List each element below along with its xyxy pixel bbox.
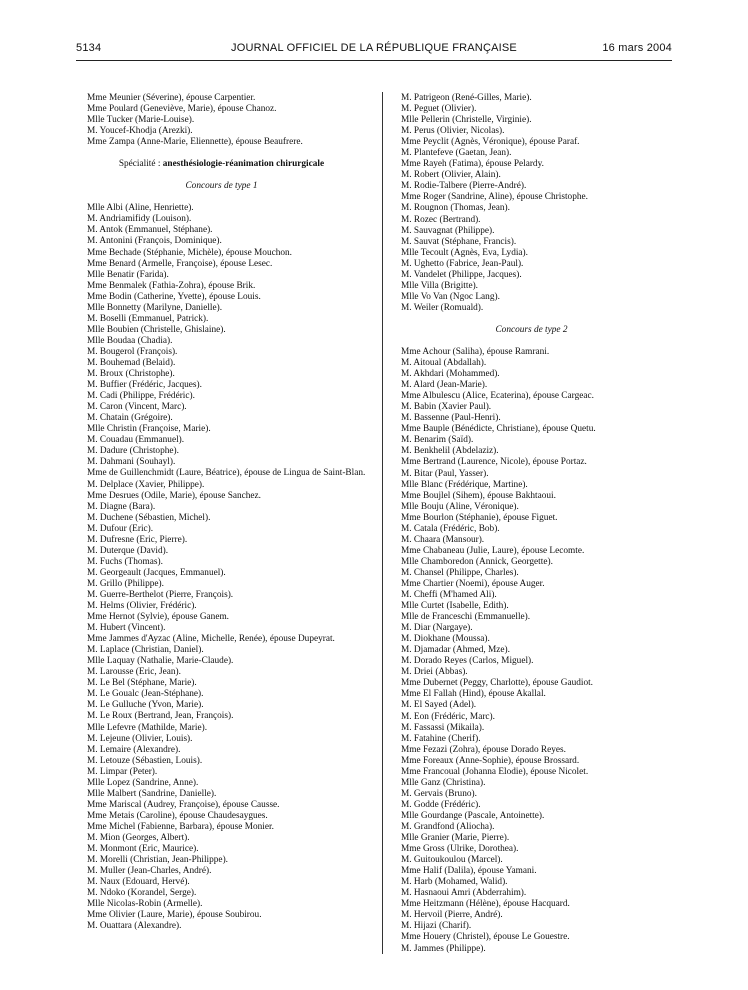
list-item: M. Andriamifidy (Louison). — [87, 214, 192, 225]
list-item: M. Harb (Mohamed, Walid). — [401, 877, 508, 888]
spacer — [77, 170, 366, 181]
list-item: Mme Chartier (Noemi), épouse Auger. — [401, 578, 545, 589]
list-item: M. Hubert (Vincent). — [87, 623, 166, 634]
list-item: Mme Zampa (Anne-Marie, Eliennette), épouse Beaufrere. — [87, 137, 303, 148]
intro-name-list — [77, 93, 366, 148]
journal-title: JOURNAL OFFICIEL DE LA RÉPUBLIQUE FRANÇAISE — [231, 42, 517, 54]
list-item: Mme Boujlel (Sihem), épouse Bakhtaoui. — [401, 490, 556, 501]
list-item: Mlle Ganz (Christina). — [401, 777, 486, 788]
list-item: Mme Bertrand (Laurence, Nicole), épouse Portaz. — [401, 457, 587, 468]
list-item: M. Plantefeve (Gaetan, Jean). — [401, 148, 512, 159]
list-item: M. Ughetto (Fabrice, Jean-Paul). — [401, 258, 524, 269]
list-item: M. Cadi (Philippe, Frédéric). — [87, 391, 195, 402]
list-item: M. Broux (Christophe). — [87, 369, 175, 380]
list-item: M. Dufour (Eric). — [87, 523, 154, 534]
list-item: M. Vandelet (Philippe, Jacques). — [401, 269, 522, 280]
list-item: M. Hervoil (Pierre, André). — [401, 910, 503, 921]
list-item: M. Le Roux (Bertrand, Jean, François). — [87, 711, 234, 722]
list-item: Mlle Villa (Brigitte). — [401, 280, 478, 291]
list-item: M. Laplace (Christian, Daniel). — [87, 645, 204, 656]
list-item: M. Couadau (Emmanuel). — [87, 435, 185, 446]
list-item: M. Youcef-Khodja (Arezki). — [87, 126, 193, 137]
list-item: M. Babin (Xavier Paul). — [401, 402, 492, 413]
list-item: M. Dufresne (Eric, Pierre). — [87, 534, 188, 545]
list-item: Mme Roger (Sandrine, Aline), épouse Christophe. — [401, 192, 588, 203]
header-rule — [76, 60, 672, 61]
list-item: Mlle Bonnetty (Marilyne, Danielle). — [87, 302, 223, 313]
list-item: M. Cheffi (M'hamed Ali). — [401, 590, 497, 601]
name-list-a — [77, 203, 366, 468]
list-item: M. Le Gulluche (Yvon, Marie). — [87, 700, 204, 711]
publication-date: 16 mars 2004 — [602, 42, 672, 54]
list-item: M. Fassassi (Mikaila). — [401, 722, 485, 733]
list-item: Mme Benard (Armelle, Françoise), épouse Lesec. — [87, 258, 273, 269]
list-item: Mlle Granier (Marie, Pierre). — [401, 833, 510, 844]
list-item: M. Dahmani (Souhayl). — [87, 457, 176, 468]
name-list-c — [77, 645, 366, 932]
list-item: M. Catala (Frédéric, Bob). — [401, 523, 500, 534]
list-item: M. Antok (Emmanuel, Stéphane). — [87, 225, 213, 236]
specialty-heading — [77, 159, 366, 170]
list-item: M. Muller (Jean-Charles, André). — [87, 866, 212, 877]
list-item: M. Georgeault (Jacques, Emmanuel). — [87, 567, 226, 578]
list-item: M. Alard (Jean-Marie). — [401, 380, 488, 391]
list-item: M. Duchene (Sébastien, Michel). — [87, 512, 211, 523]
list-item: Mlle Christin (Françoise, Marie). — [87, 424, 211, 435]
list-item: M. Naux (Edouard, Hervé). — [87, 877, 190, 888]
list-item: Mlle Curtet (Isabelle, Edith). — [401, 601, 509, 612]
list-item: M. Peguet (Olivier). — [401, 104, 477, 115]
list-item: M. Hijazi (Charif). — [401, 921, 472, 932]
list-item: Mlle Pellerin (Christelle, Virginie). — [401, 115, 532, 126]
column-divider — [382, 92, 383, 954]
list-item: Mme Mariscal (Audrey, Françoise), épouse Causse. — [87, 799, 280, 810]
list-item: Mme Chabaneau (Julie, Laure), épouse Lecomte. — [401, 545, 585, 556]
list-item: M. Guitoukoulou (Marcel). — [401, 855, 503, 866]
list-item: Mlle Lefevre (Mathilde, Marie). — [87, 722, 208, 733]
list-item: M. Boselli (Emmanuel, Patrick). — [87, 313, 209, 324]
list-item: Mme de Guillenchmidt (Laure, Béatrice), épouse de Lingua de Saint-Blan. — [87, 468, 366, 479]
list-item: M. Rougnon (Thomas, Jean). — [401, 203, 510, 214]
list-item: M. Delplace (Xavier, Philippe). — [87, 479, 205, 490]
list-item: M. Bougerol (François). — [87, 346, 178, 357]
list-item: M. Larousse (Eric, Jean). — [87, 667, 181, 678]
list-item: Mme Hernot (Sylvie), épouse Ganem. — [87, 612, 229, 623]
list-item: M. Duterque (David). — [87, 545, 169, 556]
list-item: M. Monmont (Eric, Maurice). — [87, 844, 199, 855]
list-item: Mlle Tecoult (Agnès, Eva, Lydia). — [401, 247, 528, 258]
name-list-right-a — [391, 93, 672, 314]
list-item: Mme Benmalek (Fathia-Zohra), épouse Brik. — [87, 280, 256, 291]
contest-type-2-heading: Concours de type 2 — [495, 324, 568, 335]
list-item: M. Chaara (Mansour). — [401, 534, 485, 545]
list-item: M. Fatahine (Cherif). — [401, 733, 481, 744]
list-item: M. Bassenne (Paul-Henri). — [401, 413, 501, 424]
list-item: Mme Fezazi (Zohra), épouse Dorado Reyes. — [401, 744, 566, 755]
list-item: M. Ndoko (Korandel, Serge). — [87, 888, 197, 899]
specialty-prefix: Spécialité : — [118, 159, 163, 170]
list-item: M. Bitar (Paul, Yasser). — [401, 468, 489, 479]
spacer — [391, 314, 672, 325]
list-item: M. Jammes (Philippe). — [401, 943, 486, 954]
list-item: Mlle Laquay (Nathalie, Marie-Claude). — [87, 656, 234, 667]
list-item: M. Le Goualc (Jean-Stéphane). — [87, 689, 204, 700]
list-item: Mme Metais (Caroline), épouse Chaudesaygues. — [87, 810, 268, 821]
list-item: Mlle Albi (Aline, Henriette). — [87, 203, 194, 214]
list-item: M. Morelli (Christian, Jean-Philippe). — [87, 855, 228, 866]
page-header — [76, 42, 672, 58]
list-item: M. Bouhemad (Belaid). — [87, 357, 176, 368]
list-item: Mme Bechade (Stéphanie, Michèle), épouse Mouchon. — [87, 247, 292, 258]
contest-type-1-heading: Concours de type 1 — [185, 181, 258, 192]
list-item: Mlle Nicolas-Robin (Armelle). — [87, 899, 203, 910]
list-item: Mme Gross (Ulrike, Dorothea). — [401, 844, 519, 855]
name-list-b — [77, 480, 366, 635]
list-item: Mme Meunier (Séverine), épouse Carpentier. — [87, 93, 256, 103]
list-item: M. Limpar (Peter). — [87, 766, 158, 777]
list-item: Mme Albulescu (Alice, Ecaterina), épouse Cargeac. — [401, 391, 594, 402]
list-item: Mlle Boubien (Christelle, Ghislaine). — [87, 324, 226, 335]
list-item: M. Diar (Nargaye). — [401, 623, 473, 634]
list-item: M. Lemaire (Alexandre). — [87, 744, 181, 755]
list-item: M. Weiler (Romuald). — [401, 302, 484, 313]
list-item: M. Benarim (Saïd). — [401, 435, 474, 446]
list-item: M. Robert (Olivier, Alain). — [401, 170, 501, 181]
list-item: Mme Heitzmann (Hélène), épouse Hacquard. — [401, 899, 570, 910]
list-item: M. Akhdari (Mohammed). — [401, 369, 500, 380]
list-item: Mlle Gourdange (Pascale, Antoinette). — [401, 810, 545, 821]
list-item: M. Guerre-Berthelot (Pierre, François). — [87, 589, 234, 600]
spacer — [77, 192, 366, 203]
list-item: Mme Michel (Fabienne, Barbara), épouse Monier. — [87, 821, 274, 832]
list-item: Mme Bodin (Catherine, Yvette), épouse Louis. — [87, 291, 261, 302]
list-item: M. Buffier (Frédéric, Jacques). — [87, 380, 202, 391]
list-item: M. Driei (Abbas). — [401, 667, 468, 678]
list-item: Mlle Malbert (Sandrine, Danielle). — [87, 788, 217, 799]
list-item: Mme Houery (Christel), épouse Le Gouestre. — [401, 932, 570, 943]
list-item: M. Aitoual (Abdallah). — [401, 358, 487, 369]
list-item: M. Antonini (François, Dominique). — [87, 236, 222, 247]
list-item: Mlle de Franceschi (Emmanuelle). — [401, 612, 531, 623]
list-item: M. Sauvagnat (Philippe). — [401, 225, 495, 236]
list-item: Mlle Tucker (Marie-Louise). — [87, 115, 195, 126]
list-item: M. Grandfond (Aliocha). — [401, 822, 495, 832]
list-item: M. Caron (Vincent, Marc). — [87, 402, 187, 413]
list-item: M. Grillo (Philippe). — [87, 578, 164, 589]
right-column — [391, 93, 672, 955]
list-item: M. Rozec (Bertrand). — [401, 214, 481, 225]
list-item: M. Eon (Frédéric, Marc). — [401, 711, 495, 722]
list-item: Mme Bourlon (Stéphanie), épouse Figuet. — [401, 512, 558, 523]
list-item: Mlle Chamboredon (Annick, Georgette). — [401, 556, 553, 567]
list-item: Mme Jammes d'Ayzac (Aline, Michelle, Renée), épouse Dupeyrat. — [87, 634, 335, 645]
list-item: M. Helms (Olivier, Frédéric). — [87, 601, 197, 612]
list-item: Mme El Fallah (Hind), épouse Akallal. — [401, 689, 546, 700]
list-item: M. Chatain (Grégoire). — [87, 413, 173, 424]
list-item: Mme Francoual (Johanna Elodie), épouse Nicolet. — [401, 766, 589, 777]
list-item: Mme Bauple (Bénédicte, Christiane), épouse Quetu. — [401, 424, 596, 435]
list-item: Mme Desrues (Odile, Marie), épouse Sanchez. — [87, 490, 261, 501]
specialty-name: anesthésiologie-réanimation chirurgicale — [162, 159, 325, 170]
list-item: M. Lejeune (Olivier, Louis). — [87, 733, 193, 744]
list-item: M. El Sayed (Adel). — [401, 700, 477, 711]
list-item: Mlle Boudaa (Chadia). — [87, 335, 173, 346]
list-item: M. Le Bel (Stéphane, Marie). — [87, 678, 197, 689]
list-item: Mme Halif (Dalila), épouse Yamani. — [401, 866, 537, 877]
spacer — [391, 336, 672, 347]
list-item: M. Diokhane (Moussa). — [401, 634, 490, 645]
list-item: M. Djamadar (Ahmed, Mze). — [401, 645, 510, 656]
list-item: M. Gervais (Bruno). — [401, 788, 477, 799]
list-item: M. Hasnaoui Amri (Abderrahim). — [401, 888, 527, 899]
list-item: Mme Poulard (Geneviève, Marie), épouse Chanoz. — [87, 104, 277, 115]
list-item: M. Patrigeon (René-Gilles, Marie). — [401, 93, 532, 103]
list-item: M. Dadure (Christophe). — [87, 446, 179, 457]
list-item: Mlle Blanc (Frédérique, Martine). — [401, 479, 528, 490]
list-item: Mlle Bouju (Aline, Véronique). — [401, 501, 519, 512]
list-item: Mlle Lopez (Sandrine, Anne). — [87, 777, 199, 788]
list-item: M. Diagne (Bara). — [87, 501, 156, 512]
list-item: M. Dorado Reyes (Carlos, Miguel). — [401, 656, 534, 667]
list-item: M. Mion (Georges, Albert). — [87, 833, 190, 843]
list-item: M. Fuchs (Thomas). — [87, 556, 163, 567]
list-item: M. Sauvat (Stéphane, Francis). — [401, 236, 517, 247]
list-item: Mme Dubernet (Peggy, Charlotte), épouse Gaudiot. — [401, 678, 594, 689]
list-item: M. Ouattara (Alexandre). — [87, 921, 182, 932]
list-item: M. Godde (Frédéric). — [401, 799, 481, 810]
list-item: M. Chansel (Philippe, Charles). — [401, 567, 519, 578]
page-number: 5134 — [76, 42, 102, 54]
list-item: Mme Rayeh (Fatima), épouse Pelardy. — [401, 159, 544, 170]
list-item: Mme Peyclit (Agnès, Véronique), épouse Paraf. — [401, 137, 580, 148]
left-column — [77, 93, 366, 932]
name-list-right-b — [391, 347, 672, 955]
list-item: M. Letouze (Sébastien, Louis). — [87, 755, 203, 766]
list-item: Mlle Benatir (Farida). — [87, 269, 169, 280]
list-item: Mlle Vo Van (Ngoc Lang). — [401, 291, 500, 302]
list-item: M. Rodie-Talbere (Pierre-André). — [401, 181, 527, 192]
list-item: M. Perus (Olivier, Nicolas). — [401, 126, 505, 137]
spacer — [77, 148, 366, 159]
list-item: M. Benkhelil (Abdelaziz). — [401, 446, 499, 457]
list-item: Mme Achour (Saliha), épouse Ramrani. — [401, 346, 550, 357]
list-item: Mme Foreaux (Anne-Sophie), épouse Brossard. — [401, 755, 580, 766]
list-item: Mme Olivier (Laure, Marie), épouse Soubirou. — [87, 910, 262, 921]
